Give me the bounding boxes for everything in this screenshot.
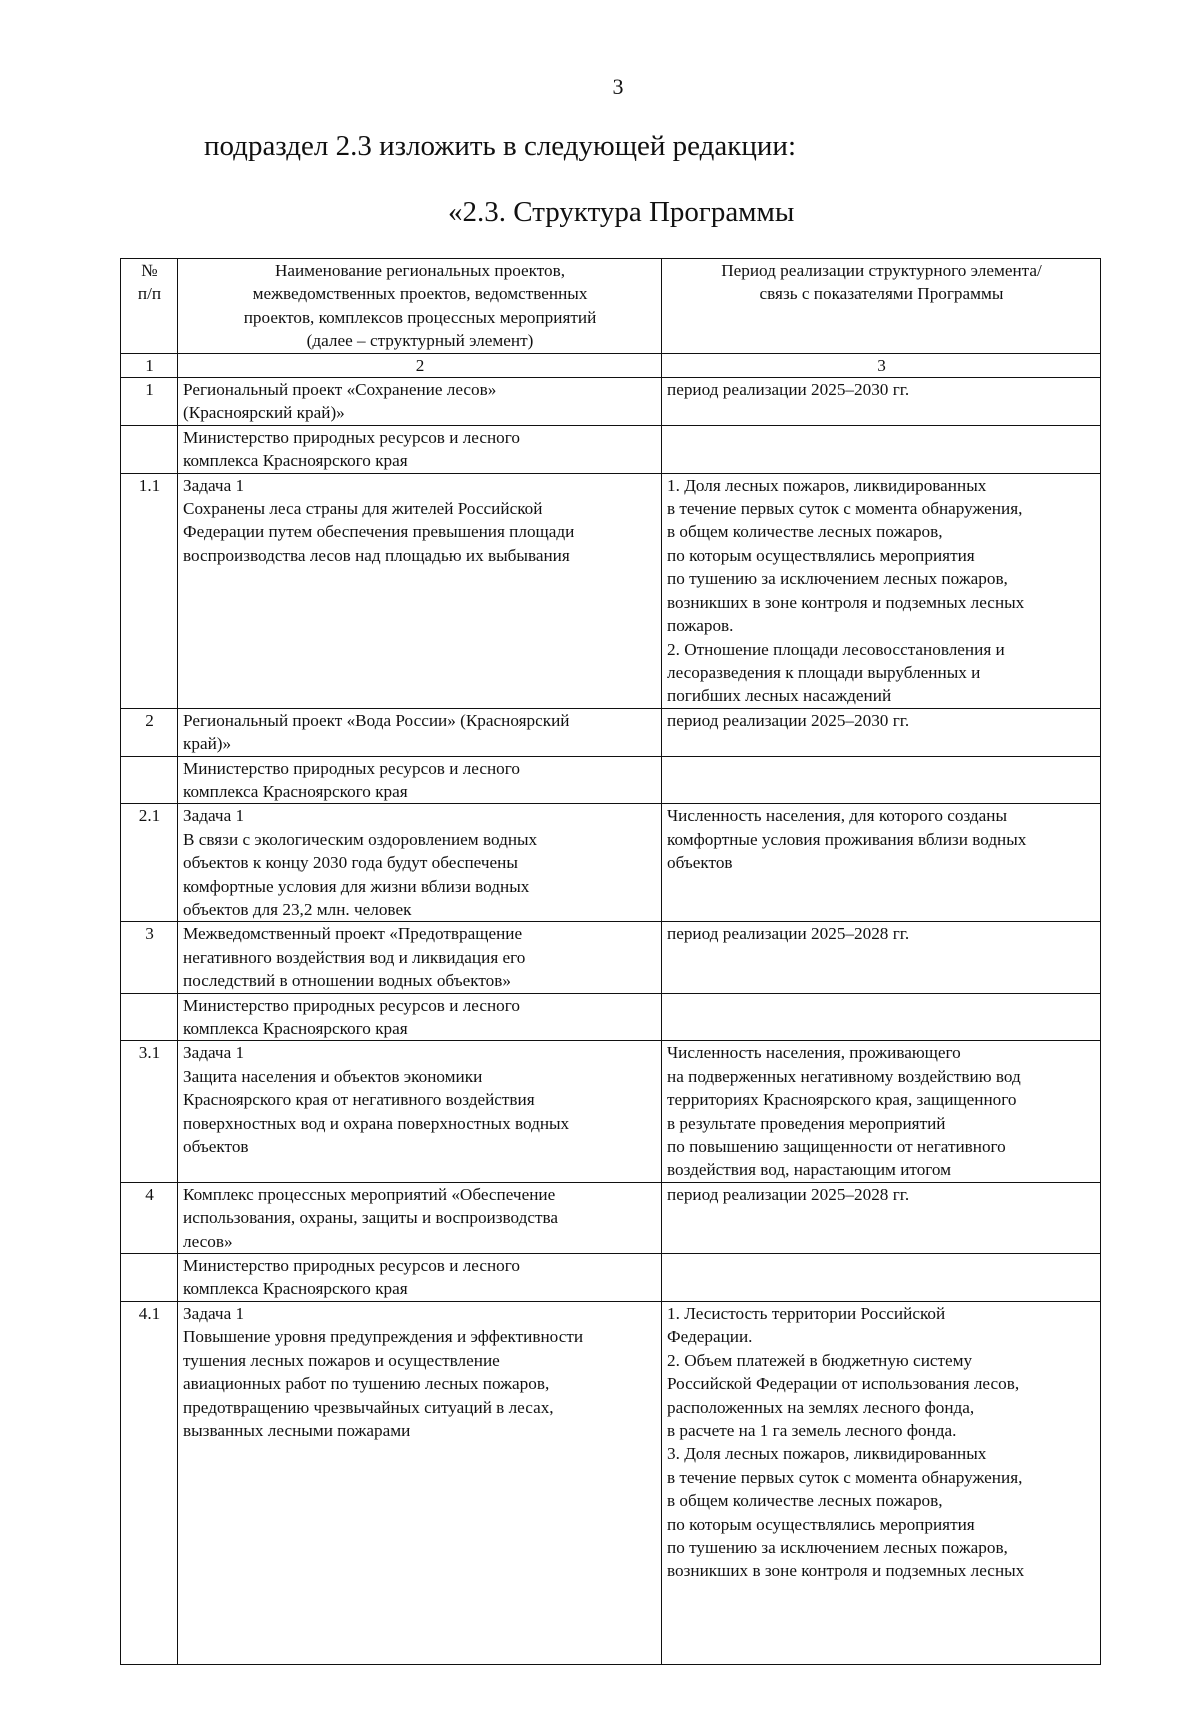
cell-text-line: Красноярского края от негативного воздействия <box>183 1090 535 1110</box>
cell-text-line: (Красноярский край)» <box>183 403 345 423</box>
cell-text-line: комфортные условия для жизни вблизи водных <box>183 876 530 896</box>
table-row <box>121 378 1101 426</box>
cell-text-line: предотвращению чрезвычайных ситуаций в лесах, <box>183 1397 554 1417</box>
table-row <box>121 708 1101 756</box>
cell-text-line: поверхностных вод и охрана поверхностных водных <box>183 1113 570 1133</box>
row-number-cell <box>121 1254 178 1302</box>
column-number-cell: 1 <box>121 353 178 377</box>
cell-text-line: 2. Отношение площади лесовосстановления и <box>667 639 1005 659</box>
cell-text-line: объектов <box>183 1137 249 1157</box>
cell-text-line: вызванных лесными пожарами <box>183 1420 411 1440</box>
structure-table <box>120 258 1101 1665</box>
cell-text-line: в общем количестве лесных пожаров, <box>667 522 943 542</box>
row-period-cell <box>662 1301 1101 1664</box>
cell-text-line: период реализации 2025–2030 гг. <box>667 380 910 400</box>
cell-text-line: комплекса Красноярского края <box>183 1279 408 1299</box>
row-period-cell <box>662 473 1101 708</box>
cell-text-line: по тушению за исключением лесных пожаров, <box>667 1537 1008 1557</box>
table-header-row <box>121 259 1101 354</box>
cell-text-line: Численность населения, проживающего <box>667 1043 961 1063</box>
section-title: «2.3. Структура Программы <box>448 196 795 228</box>
page-number: 3 <box>612 74 624 99</box>
row-name-cell <box>178 1182 662 1253</box>
row-period-cell <box>662 1254 1101 1302</box>
cell-text-line: объектов <box>667 853 733 873</box>
row-period-cell <box>662 378 1101 426</box>
cell-text-line: Защита населения и объектов экономики <box>183 1066 483 1086</box>
row-number-cell: 2.1 <box>121 804 178 922</box>
row-name-cell <box>178 1254 662 1302</box>
row-name-cell <box>178 378 662 426</box>
cell-text-line: Региональный проект «Вода России» (Красноярский <box>183 710 570 730</box>
row-period-cell <box>662 993 1101 1041</box>
cell-text-line: пожаров. <box>667 616 734 636</box>
cell-text-line: использования, охраны, защиты и воспроизводства <box>183 1208 559 1228</box>
cell-text-line: Наименование региональных проектов, <box>274 261 566 280</box>
row-number-cell: 4.1 <box>121 1301 178 1664</box>
table-row <box>121 804 1101 922</box>
cell-text-line: воспроизводства лесов над площадью их выбывания <box>183 545 570 565</box>
column-number-cell: 2 <box>178 353 662 377</box>
column-number-cell: 3 <box>662 353 1101 377</box>
cell-text-line: по повышению защищенности от негативного <box>667 1137 1006 1157</box>
cell-text-line: Региональный проект «Сохранение лесов» <box>183 380 497 400</box>
table-row <box>121 1182 1101 1253</box>
table-row <box>121 922 1101 993</box>
cell-text-line: Межведомственный проект «Предотвращение <box>183 924 523 944</box>
row-number-cell: 2 <box>121 708 178 756</box>
cell-text-line: Задача 1 <box>183 475 245 495</box>
row-number-cell: 1 <box>121 378 178 426</box>
row-name-cell <box>178 425 662 473</box>
cell-text-line: (далее – структурный элемент) <box>306 331 534 351</box>
cell-text-line: п/п <box>137 284 162 304</box>
cell-text-line: негативного воздействия вод и ликвидация его <box>183 947 526 967</box>
cell-text-line: Министерство природных ресурсов и лесного <box>183 427 520 447</box>
cell-text-line: комплекса Красноярского края <box>183 1019 408 1038</box>
cell-text-line: период реализации 2025–2028 гг. <box>667 924 910 944</box>
cell-text-line: Численность населения, для которого созданы <box>667 806 1008 826</box>
row-name-cell <box>178 1301 662 1664</box>
row-name-cell <box>178 922 662 993</box>
cell-text-line: на подверженных негативному воздействию вод <box>667 1066 1021 1086</box>
cell-text-line: Повышение уровня предупреждения и эффективности <box>183 1327 584 1347</box>
cell-text-line: комфортные условия проживания вблизи водных <box>667 829 1027 849</box>
intro-text: подраздел 2.3 изложить в следующей редакции: <box>204 130 797 162</box>
cell-text-line: связь с показателями Программы <box>759 284 1004 304</box>
cell-text-line: Сохранены леса страны для жителей Российской <box>183 499 543 519</box>
cell-text-line: Министерство природных ресурсов и лесного <box>183 1256 520 1276</box>
row-number-cell <box>121 756 178 804</box>
row-period-cell <box>662 922 1101 993</box>
cell-text-line: 1. Лесистость территории Российской <box>667 1303 946 1323</box>
cell-text-line: период реализации 2025–2028 гг. <box>667 1184 910 1204</box>
cell-text-line: межведомственных проектов, ведомственных <box>252 284 588 304</box>
cell-text-line: авиационных работ по тушению лесных пожаров, <box>183 1374 550 1394</box>
cell-text-line: комплекса Красноярского края <box>183 451 408 471</box>
cell-text-line: Федерации. <box>667 1327 753 1347</box>
cell-text-line: в результате проведения мероприятий <box>667 1113 946 1133</box>
cell-text-line: Комплекс процессных мероприятий «Обеспечение <box>183 1184 556 1204</box>
cell-text-line: погибших лесных насаждений <box>667 686 892 706</box>
header-cell-name <box>178 259 662 354</box>
row-period-cell <box>662 804 1101 922</box>
row-number-cell: 1.1 <box>121 473 178 708</box>
cell-text-line: лесов» <box>183 1231 233 1251</box>
cell-text-line: в течение первых суток с момента обнаружения, <box>667 499 1023 519</box>
cell-text-line: Российской Федерации от использования лесов, <box>667 1374 1020 1394</box>
column-numbers-row <box>121 353 1101 377</box>
cell-text-line: последствий в отношении водных объектов» <box>183 971 511 991</box>
cell-text-line: Министерство природных ресурсов и лесного <box>183 995 520 1015</box>
cell-text-line: по которым осуществлялись мероприятия <box>667 1514 975 1534</box>
cell-text-line: комплекса Красноярского края <box>183 781 408 801</box>
cell-text-line: тушения лесных пожаров и осуществление <box>183 1350 500 1370</box>
cell-text-line: край)» <box>183 734 232 754</box>
row-number-cell: 4 <box>121 1182 178 1253</box>
cell-text-line: Период реализации структурного элемента/ <box>721 261 1042 280</box>
table-row <box>121 993 1101 1041</box>
table-row <box>121 425 1101 473</box>
table-row <box>121 756 1101 804</box>
row-number-cell: 3 <box>121 922 178 993</box>
cell-text-line: в расчете на 1 га земель лесного фонда. <box>667 1420 957 1440</box>
cell-text-line: в течение первых суток с момента обнаружения, <box>667 1467 1023 1487</box>
header-cell-number <box>121 259 178 354</box>
row-number-cell <box>121 993 178 1041</box>
row-period-cell <box>662 756 1101 804</box>
table-row <box>121 1041 1101 1182</box>
row-name-cell <box>178 804 662 922</box>
cell-text-line: лесоразведения к площади вырубленных и <box>667 662 981 682</box>
cell-text-line: 2. Объем платежей в бюджетную систему <box>667 1350 973 1370</box>
row-name-cell <box>178 708 662 756</box>
cell-text-line: Министерство природных ресурсов и лесного <box>183 758 520 778</box>
cell-text-line: проектов, комплексов процессных мероприятий <box>243 307 597 327</box>
row-name-cell <box>178 473 662 708</box>
row-number-cell: 3.1 <box>121 1041 178 1182</box>
cell-text-line: № <box>141 261 158 280</box>
cell-text-line: Федерации путем обеспечения превышения площади <box>183 522 575 542</box>
cell-text-line: 3. Доля лесных пожаров, ликвидированных <box>667 1444 987 1464</box>
table-row <box>121 1254 1101 1302</box>
row-number-cell <box>121 425 178 473</box>
cell-text-line: воздействия вод, нарастающим итогом <box>667 1160 952 1180</box>
cell-text-line: по тушению за исключением лесных пожаров, <box>667 569 1008 589</box>
cell-text-line: В связи с экологическим оздоровлением водных <box>183 829 538 849</box>
row-name-cell <box>178 1041 662 1182</box>
cell-text-line: Задача 1 <box>183 1303 245 1323</box>
cell-text-line: в общем количестве лесных пожаров, <box>667 1491 943 1511</box>
cell-text-line: возникших в зоне контроля и подземных лесных <box>667 1561 1025 1581</box>
row-period-cell <box>662 1182 1101 1253</box>
cell-text-line: объектов для 23,2 млн. человек <box>183 899 412 919</box>
header-cell-period <box>662 259 1101 354</box>
row-period-cell <box>662 1041 1101 1182</box>
table-row <box>121 473 1101 708</box>
cell-text-line: Задача 1 <box>183 806 245 826</box>
cell-text-line: территориях Красноярского края, защищенного <box>667 1090 1017 1110</box>
row-period-cell <box>662 425 1101 473</box>
cell-text-line: Задача 1 <box>183 1043 245 1063</box>
cell-text-line: возникших в зоне контроля и подземных лесных <box>667 592 1025 612</box>
row-name-cell <box>178 993 662 1041</box>
cell-text-line: 1. Доля лесных пожаров, ликвидированных <box>667 475 987 495</box>
cell-text-line: объектов к концу 2030 года будут обеспечены <box>183 853 518 873</box>
table-row <box>121 1301 1101 1664</box>
cell-text-line: расположенных на землях лесного фонда, <box>667 1397 975 1417</box>
row-period-cell <box>662 708 1101 756</box>
cell-text-line: по которым осуществлялись мероприятия <box>667 545 975 565</box>
row-name-cell <box>178 756 662 804</box>
cell-text-line: период реализации 2025–2030 гг. <box>667 710 910 730</box>
